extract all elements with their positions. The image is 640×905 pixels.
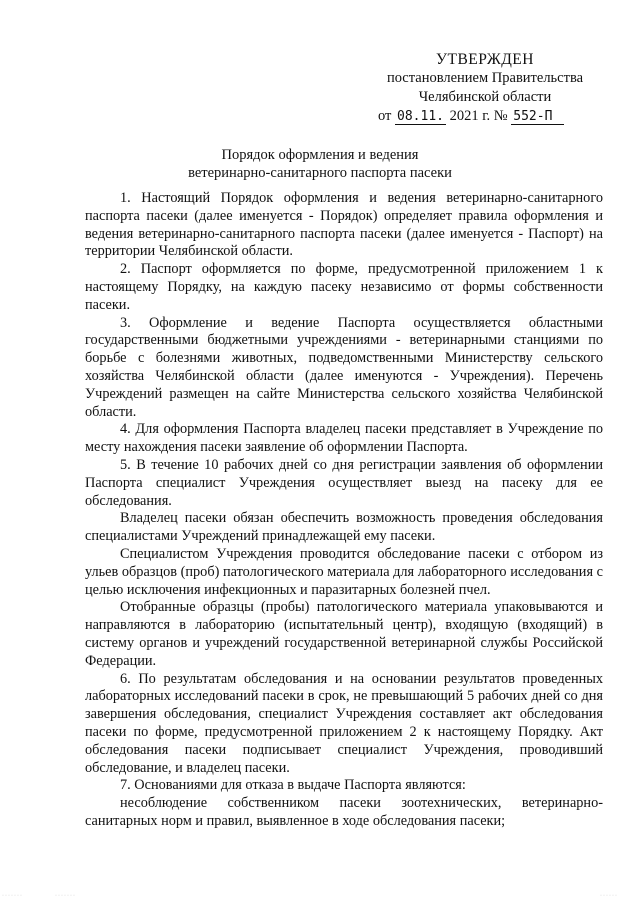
paragraph-3: 3. Оформление и ведение Паспорта осуществляется областными государственными бюджетными учреждениями - ветеринарными станциями по борьбе с болезнями животных, подведомственными Министерству сельского хозяйства Челябинской области (далее именуются - Учреждения). Перечень Учреждений размещен на сайте Министерства сельского хозяйства Челябинской области. bbox=[85, 314, 603, 420]
paragraph-5-samples: Отобранные образцы (пробы) патологического материала упаковываются и направляются в лабораторию (испытательный центр), входящую (входящий) в систему органов и учреждений государственной ветеринарной службы Российской Федерации. bbox=[85, 599, 603, 669]
approval-heading: УТВЕРЖДЕН bbox=[436, 51, 534, 68]
paragraph-7: 7. Основаниями для отказа в выдаче Паспорта являются: bbox=[120, 777, 466, 794]
title-line-1: Порядок оформления и ведения bbox=[221, 147, 419, 163]
approval-stamp bbox=[360, 50, 610, 126]
approval-line-2: Челябинской области bbox=[418, 89, 552, 105]
paragraph-5-owner: Владелец пасеки обязан обеспечить возможность проведения обследования специалистами Учреждений принадлежащей ему пасеки. bbox=[85, 510, 603, 545]
approval-line-1: постановлением Правительства bbox=[386, 70, 584, 86]
approval-dateline bbox=[360, 107, 610, 126]
paragraph-5: 5. В течение 10 рабочих дней со дня регистрации заявления об оформлении Паспорта специалист Учреждения осуществляет выезд на пасеку для ее обследования. bbox=[85, 456, 603, 509]
paragraph-4: 4. Для оформления Паспорта владелец пасеки представляет в Учреждение по месту нахождения пасеки заявление об оформлении Паспорта. bbox=[85, 421, 603, 456]
paragraph-7-item: несоблюдение собственником пасеки зоотехнических, ветеринарно-санитарных норм и правил, выявленное в ходе обследования пасеки; bbox=[85, 795, 603, 829]
year-text: 2021 г. № bbox=[449, 108, 508, 124]
date-prefix: от bbox=[378, 108, 392, 124]
paragraph-2: 2. Паспорт оформляется по форме, предусмотренной приложением 1 к настоящему Порядку, на каждую пасеку независимо от формы собственности пасеки. bbox=[85, 261, 603, 313]
title-line-2: ветеринарно-санитарного паспорта пасеки bbox=[188, 165, 452, 181]
number-value: 552-П bbox=[511, 109, 564, 125]
paragraph-5-sampling: Специалистом Учреждения проводится обследование пасеки с отбором из ульев образцов (проб) патологического материала для лабораторного исследования с целью исключения инфекционных и паразитарных болезней пчел. bbox=[85, 545, 603, 598]
date-value: 08.11. bbox=[397, 109, 444, 124]
paragraph-1: 1. Настоящий Порядок оформления и ведения ветеринарно-санитарного паспорта пасеки (далее именуется - Порядок) определяет правила оформления и ведения ветеринарно-санитарного паспорта пасеки (далее именуется - Паспорт) на территории Челябинской области. bbox=[85, 190, 603, 260]
document-body bbox=[85, 190, 603, 831]
paragraph-6: 6. По результатам обследования и на основании результатов проведенных лабораторных исследований пасеки в срок, не превышающий 5 рабочих дней со дня завершения обследования, специалист Учреждения составляет акт обследования пасеки по форме, предусмотренной приложением 2 к настоящему Порядку. Акт обследования пасеки подписывает специалист Учреждения, проводивший обследование, и владелец пасеки. bbox=[85, 670, 603, 776]
document-title bbox=[0, 146, 640, 182]
